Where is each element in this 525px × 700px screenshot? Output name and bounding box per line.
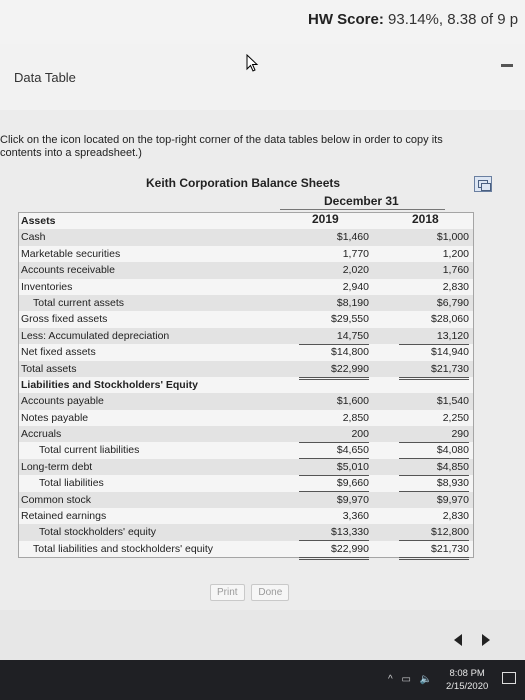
row-label: Notes payable	[21, 411, 89, 424]
table-row	[19, 295, 473, 311]
row-label: Total stockholders' equity	[39, 526, 156, 539]
table-row	[19, 213, 473, 229]
value-2019: $1,600	[336, 395, 369, 408]
table-row	[19, 344, 473, 360]
value-2018: 1,200	[442, 247, 469, 260]
value-2018: 2,830	[399, 279, 469, 296]
row-label: Accounts receivable	[21, 264, 115, 277]
system-tray	[388, 674, 438, 685]
value-2018: $8,930	[399, 475, 469, 492]
column-header-2019: 2019	[312, 212, 339, 226]
table-row	[19, 508, 473, 524]
table-row	[19, 426, 473, 442]
value-2019: 1,770	[342, 247, 369, 260]
dialog-title: Data Table	[14, 70, 76, 85]
dialog-header	[0, 44, 525, 110]
table-row	[19, 229, 473, 245]
print-button[interactable]: Print	[210, 584, 245, 601]
instruction-line-2: contents into a spreadsheet.)	[0, 147, 142, 159]
value-2019: $13,330	[299, 524, 369, 541]
value-2018: $1,000	[436, 231, 469, 244]
value-2019: $22,990	[299, 361, 369, 380]
value-2019: $29,550	[331, 313, 369, 326]
value-2019: $8,190	[336, 296, 369, 309]
period-underline	[280, 209, 445, 210]
row-label: Gross fixed assets	[21, 313, 108, 326]
period-header: December 31	[324, 194, 399, 208]
row-label: Retained earnings	[21, 510, 107, 523]
table-row	[19, 475, 473, 491]
value-2019: 2,020	[342, 264, 369, 277]
dialog-buttons	[210, 584, 293, 601]
table-row	[19, 393, 473, 409]
value-2019: 2,850	[342, 411, 369, 424]
row-label: Total liabilities and stockholders' equity	[33, 542, 214, 555]
row-label: Less: Accumulated depreciation	[21, 329, 170, 342]
value-2018: $28,060	[431, 313, 469, 326]
sheet-title: Keith Corporation Balance Sheets	[146, 176, 341, 190]
table-row	[19, 246, 473, 262]
network-icon[interactable]: ▭	[401, 674, 411, 685]
table-row	[19, 492, 473, 508]
table-row	[19, 377, 473, 393]
done-button[interactable]: Done	[251, 584, 289, 601]
value-2019: 14,750	[299, 328, 369, 345]
value-2018: $4,850	[399, 459, 469, 476]
balance-sheet-table	[18, 212, 474, 558]
row-label: Accruals	[21, 428, 62, 441]
value-2019: $14,800	[331, 346, 369, 359]
row-label: Cash	[21, 231, 46, 244]
row-label: Inventories	[21, 280, 73, 293]
row-label: Total liabilities	[39, 477, 104, 490]
value-2018: $21,730	[399, 361, 469, 380]
table-row	[19, 262, 473, 278]
value-2019: $1,460	[336, 231, 369, 244]
row-label: Total current liabilities	[39, 444, 140, 457]
value-2018: 2,250	[442, 411, 469, 424]
row-label: Marketable securities	[21, 247, 121, 260]
value-2018: 1,760	[442, 264, 469, 277]
value-2019: 3,360	[299, 508, 369, 525]
row-label: Liabilities and Stockholders' Equity	[21, 378, 198, 391]
table-row	[19, 279, 473, 295]
value-2019: $4,650	[299, 442, 369, 459]
notification-icon[interactable]	[502, 672, 516, 684]
clock[interactable]	[446, 667, 488, 693]
value-2018: 2,830	[399, 508, 469, 525]
table-row	[19, 410, 473, 426]
row-label: Assets	[21, 215, 56, 227]
instruction-line-1: Click on the icon located on the top-right corner of the data tables below in order to copy its	[0, 134, 443, 146]
row-label: Net fixed assets	[21, 346, 96, 359]
table-row	[19, 328, 473, 344]
value-2018: $12,800	[399, 524, 469, 541]
column-header-2018: 2018	[412, 212, 439, 226]
value-2018: 290	[399, 426, 469, 443]
row-label: Total assets	[21, 362, 77, 375]
hw-score	[308, 11, 518, 28]
top-bar	[0, 0, 525, 45]
row-label: Common stock	[21, 493, 92, 506]
next-arrow-icon[interactable]	[482, 634, 490, 646]
table-row	[19, 361, 473, 377]
table-row	[19, 541, 473, 557]
value-2018: $9,970	[436, 493, 469, 506]
value-2019: 2,940	[299, 279, 369, 296]
volume-icon[interactable]: 🔈	[419, 674, 433, 685]
table-row	[19, 524, 473, 540]
clock-time: 8:08 PM	[449, 668, 485, 679]
value-2018: $14,940	[431, 346, 469, 359]
table-row	[19, 311, 473, 327]
value-2019: $5,010	[299, 459, 369, 476]
instruction-text	[0, 134, 520, 160]
chevron-up-icon[interactable]: ^	[388, 674, 393, 685]
value-2018: $21,730	[399, 541, 469, 560]
minimize-button[interactable]	[501, 64, 513, 67]
value-2019: $9,660	[299, 475, 369, 492]
value-2019: $22,990	[299, 541, 369, 560]
row-label: Long-term debt	[21, 460, 93, 473]
value-2019: $9,970	[336, 493, 369, 506]
clock-date: 2/15/2020	[446, 681, 489, 692]
hw-score-value: 93.14%, 8.38 of 9 p	[388, 11, 519, 28]
value-2018: $6,790	[436, 296, 469, 309]
value-2018: $4,080	[399, 442, 469, 459]
row-label: Total current assets	[33, 296, 125, 309]
previous-arrow-icon[interactable]	[454, 634, 462, 646]
value-2018: 13,120	[399, 328, 469, 345]
table-row	[19, 442, 473, 458]
row-label: Accounts payable	[21, 395, 104, 408]
value-2018: $1,540	[436, 395, 469, 408]
table-row	[19, 459, 473, 475]
value-2019: 200	[299, 426, 369, 443]
mouse-cursor-icon	[246, 54, 260, 74]
hw-score-label: HW Score:	[308, 11, 384, 28]
page-footer	[0, 610, 525, 660]
copy-to-spreadsheet-icon[interactable]	[474, 176, 492, 192]
